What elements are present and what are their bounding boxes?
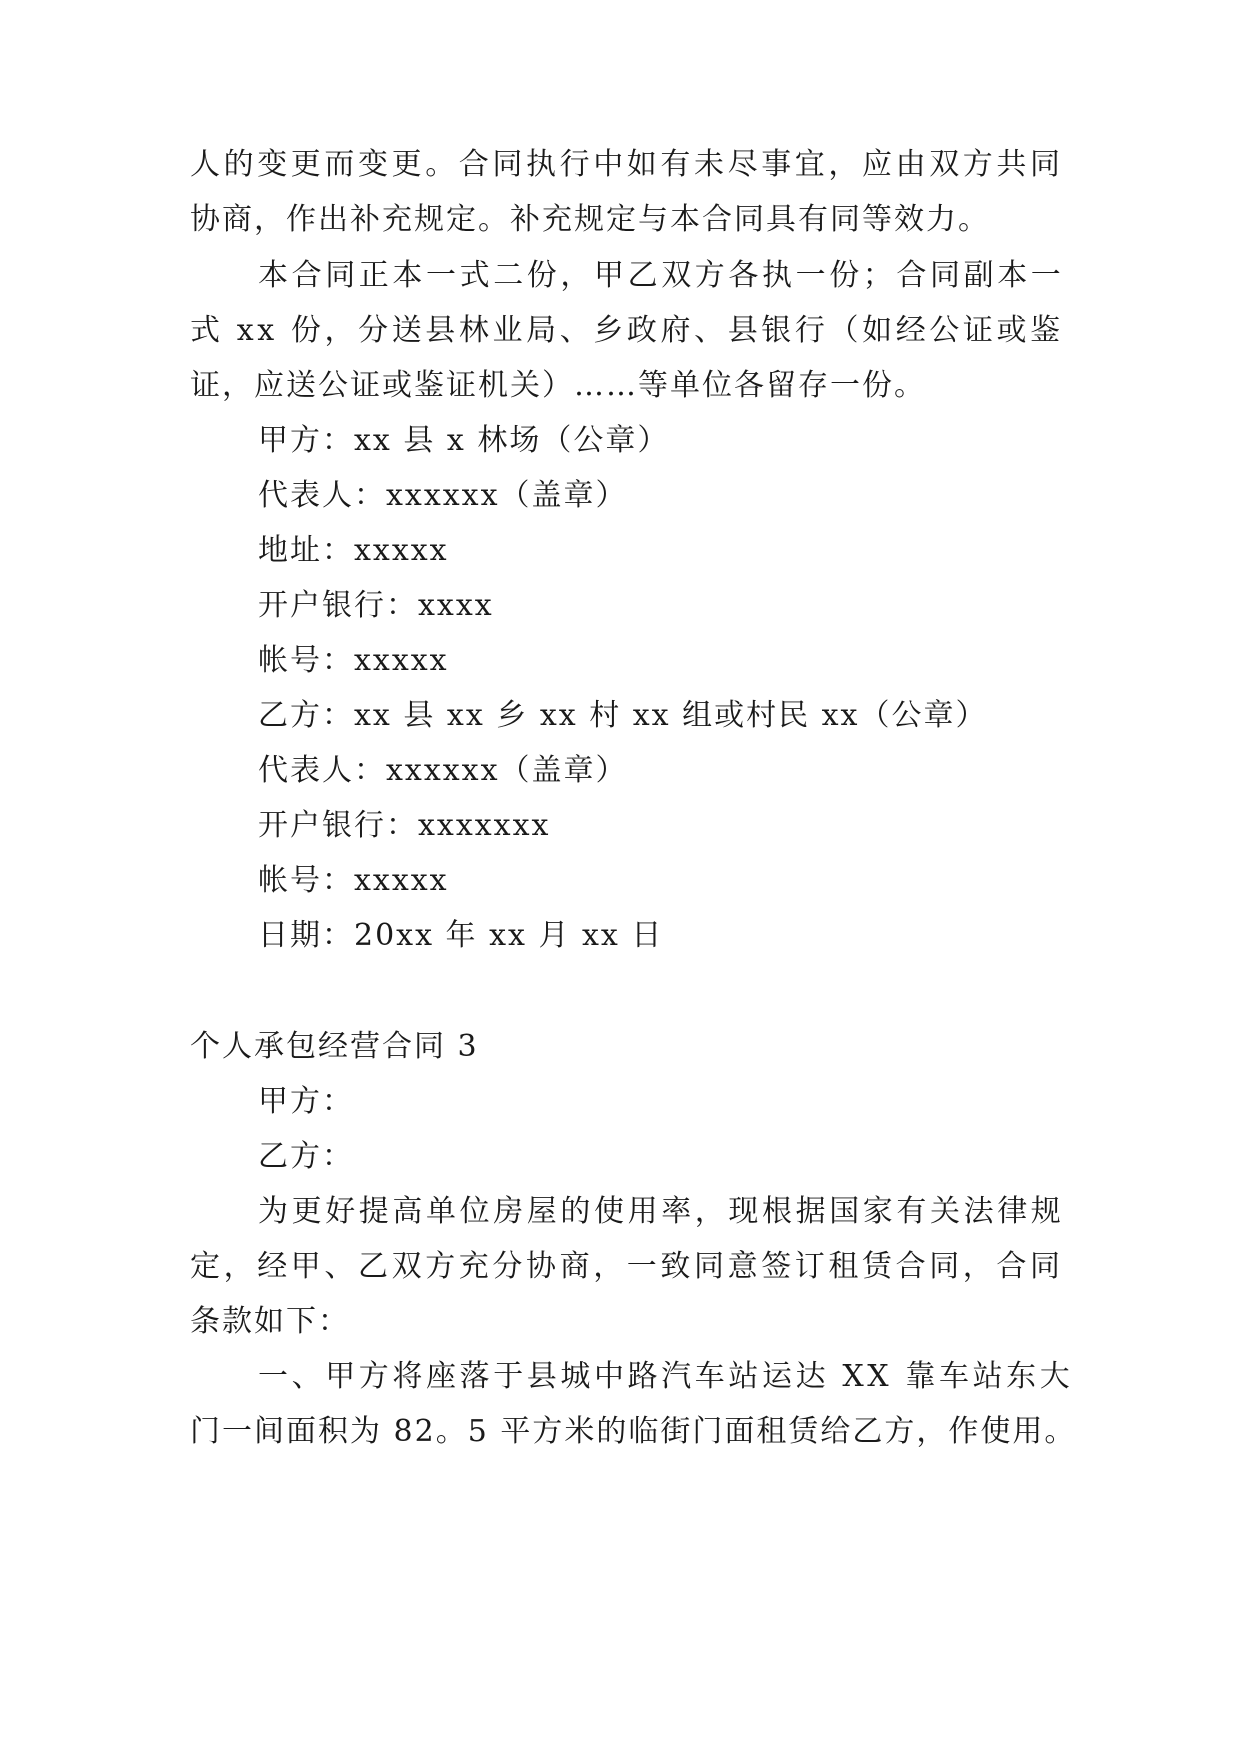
contract3-party-b: 乙方：	[258, 1139, 354, 1174]
paragraph-line: 条款如下：	[190, 1304, 350, 1339]
signing-date: 日期：20xx 年 xx 月 xx 日	[258, 918, 664, 953]
paragraph-line: 证，应送公证或鉴证机关）……等单位各留存一份。	[190, 368, 926, 403]
paragraph-line: 一、甲方将座落于县城中路汽车站运达 XX 靠车站东大	[258, 1359, 1074, 1394]
party-b-bank: 开户银行：xxxxxxx	[258, 808, 551, 843]
section-title: 个人承包经营合同 3	[190, 1029, 479, 1064]
paragraph-line: 门一间面积为 82。5 平方米的临街门面租赁给乙方，作使用。	[190, 1414, 1077, 1449]
party-a-name: 甲方：xx 县 x 林场（公章）	[258, 423, 670, 458]
party-a-address: 地址：xxxxx	[258, 533, 449, 568]
party-b-account: 帐号：xxxxx	[258, 863, 449, 898]
paragraph-line: 本合同正本一式二份，甲乙双方各执一份；合同副本一	[258, 258, 1065, 293]
paragraph-line: 为更好提高单位房屋的使用率，现根据国家有关法律规	[258, 1194, 1065, 1229]
contract3-party-a: 甲方：	[258, 1084, 354, 1119]
party-a-representative: 代表人：xxxxxx（盖章）	[258, 478, 628, 513]
party-b-representative: 代表人：xxxxxx（盖章）	[258, 753, 628, 788]
party-a-bank: 开户银行：xxxx	[258, 588, 494, 623]
paragraph-line: 协商，作出补充规定。补充规定与本合同具有同等效力。	[190, 202, 990, 237]
paragraph-line: 定，经甲、乙双方充分协商，一致同意签订租赁合同，合同	[190, 1249, 1064, 1284]
paragraph-line: 式 xx 份，分送县林业局、乡政府、县银行（如经公证或鉴	[190, 313, 1064, 348]
paragraph-line: 人的变更而变更。合同执行中如有未尽事宜，应由双方共同	[190, 147, 1064, 182]
party-b-name: 乙方：xx 县 xx 乡 xx 村 xx 组或村民 xx（公章）	[258, 698, 988, 733]
party-a-account: 帐号：xxxxx	[258, 643, 449, 678]
